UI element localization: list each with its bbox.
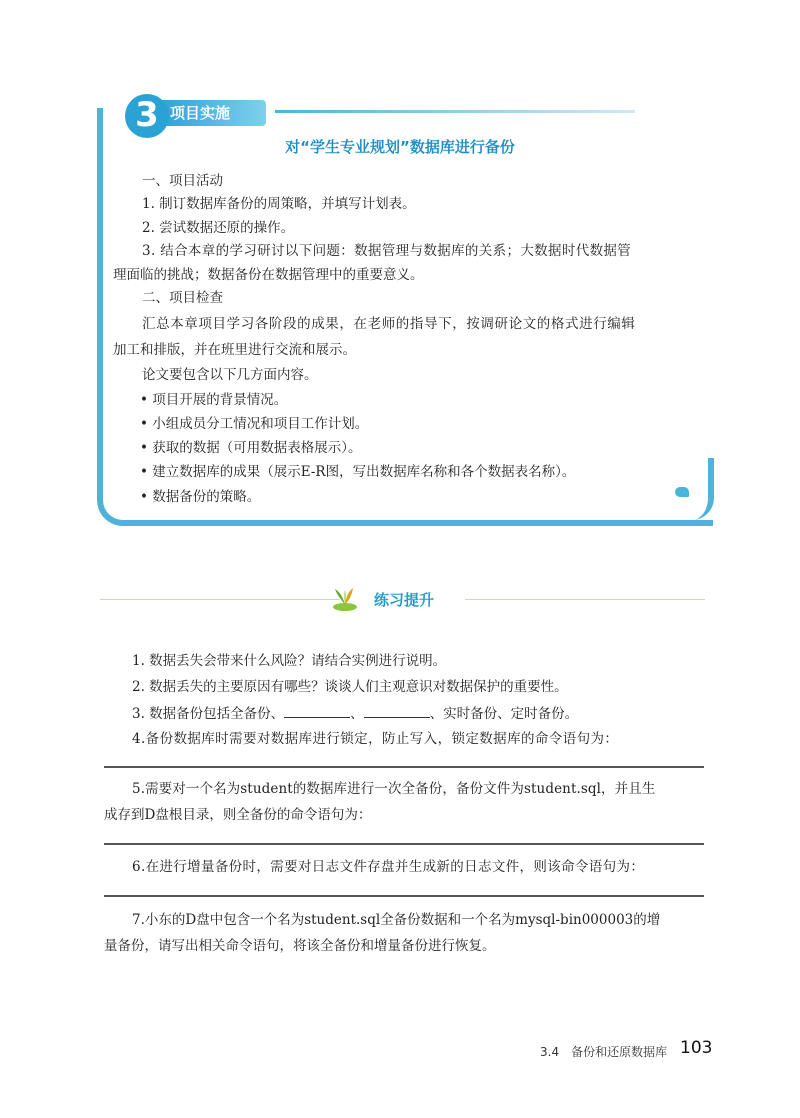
project-line: 二、项目检查 xyxy=(142,290,223,306)
footer-section: 3.4 备份和还原数据库 xyxy=(540,1045,668,1059)
project-badge-label: 项目实施 xyxy=(158,100,266,126)
answer-line[interactable] xyxy=(104,843,704,845)
project-line: 2. 尝试数据还原的操作。 xyxy=(142,220,295,236)
section-divider-left xyxy=(100,599,340,600)
bullet-item: • 项目开展的背景情况。 xyxy=(140,392,288,408)
fill-blank[interactable] xyxy=(364,703,430,718)
project-line: 一、项目活动 xyxy=(142,173,223,189)
bullet-item: • 获取的数据（可用数据表格展示）。 xyxy=(140,440,362,456)
bullet-item: • 数据备份的策略。 xyxy=(140,489,261,505)
project-line: 1. 制订数据库备份的周策略，并填写计划表。 xyxy=(142,196,416,212)
section-divider-right xyxy=(465,599,705,600)
fill-blank[interactable] xyxy=(284,703,350,718)
project-line: 理面临的挑战；数据备份在数据管理中的重要意义。 xyxy=(113,267,424,283)
question-7-cont: 量备份，请写出相关命令语句，将该全备份和增量备份进行恢复。 xyxy=(104,938,496,954)
answer-line[interactable] xyxy=(104,895,704,897)
project-line: 加工和排版，并在班里进行交流和展示。 xyxy=(113,342,356,358)
question-3-separator: 、 xyxy=(350,706,364,722)
bullet-item: • 小组成员分工情况和项目工作计划。 xyxy=(140,416,369,432)
question-1: 1. 数据丢失会带来什么风险？请结合实例进行说明。 xyxy=(132,653,447,669)
drop-icon xyxy=(675,487,689,497)
practice-title: 练习提升 xyxy=(374,591,435,609)
question-5: 5.需要对一个名为student的数据库进行一次全备份，备份文件为student.sql，并且生 xyxy=(132,781,656,797)
page-number: 103 xyxy=(680,1038,713,1058)
project-line: 论文要包含以下几方面内容。 xyxy=(142,367,318,383)
question-3-text-end: 、实时备份、定时备份。 xyxy=(429,706,579,722)
question-4: 4.备份数据库时需要对数据库进行锁定，防止写入，锁定数据库的命令语句为： xyxy=(132,731,619,747)
project-line: 3. 结合本章的学习研讨以下问题：数据管理与数据库的关系；大数据时代数据管 xyxy=(142,243,632,259)
question-3 xyxy=(132,703,578,724)
project-badge-number: 3 xyxy=(125,94,169,138)
question-2: 2. 数据丢失的主要原因有哪些？谈谈人们主观意识对数据保护的重要性。 xyxy=(132,679,568,695)
question-3-text: 3. 数据备份包括全备份、 xyxy=(132,706,285,722)
leaf-icon xyxy=(331,585,359,613)
bullet-item: • 建立数据库的成果（展示E-R图，写出数据库名称和各个数据表名称）。 xyxy=(140,464,576,480)
question-5-cont: 成存到D盘根目录，则全备份的命令语句为： xyxy=(104,807,372,823)
project-line: 汇总本章项目学习各阶段的成果，在老师的指导下，按调研论文的格式进行编辑 xyxy=(142,316,636,332)
question-7: 7.小东的D盘中包含一个名为student.sql全备份数据和一个名为mysql-bin000003的增 xyxy=(132,912,661,928)
answer-line[interactable] xyxy=(104,766,704,768)
question-6: 6.在进行增量备份时，需要对日志文件存盘并生成新的日志文件，则该命令语句为： xyxy=(132,859,645,875)
project-frame-top-line xyxy=(275,110,635,113)
project-title: 对“学生专业规划”数据库进行备份 xyxy=(285,138,515,156)
